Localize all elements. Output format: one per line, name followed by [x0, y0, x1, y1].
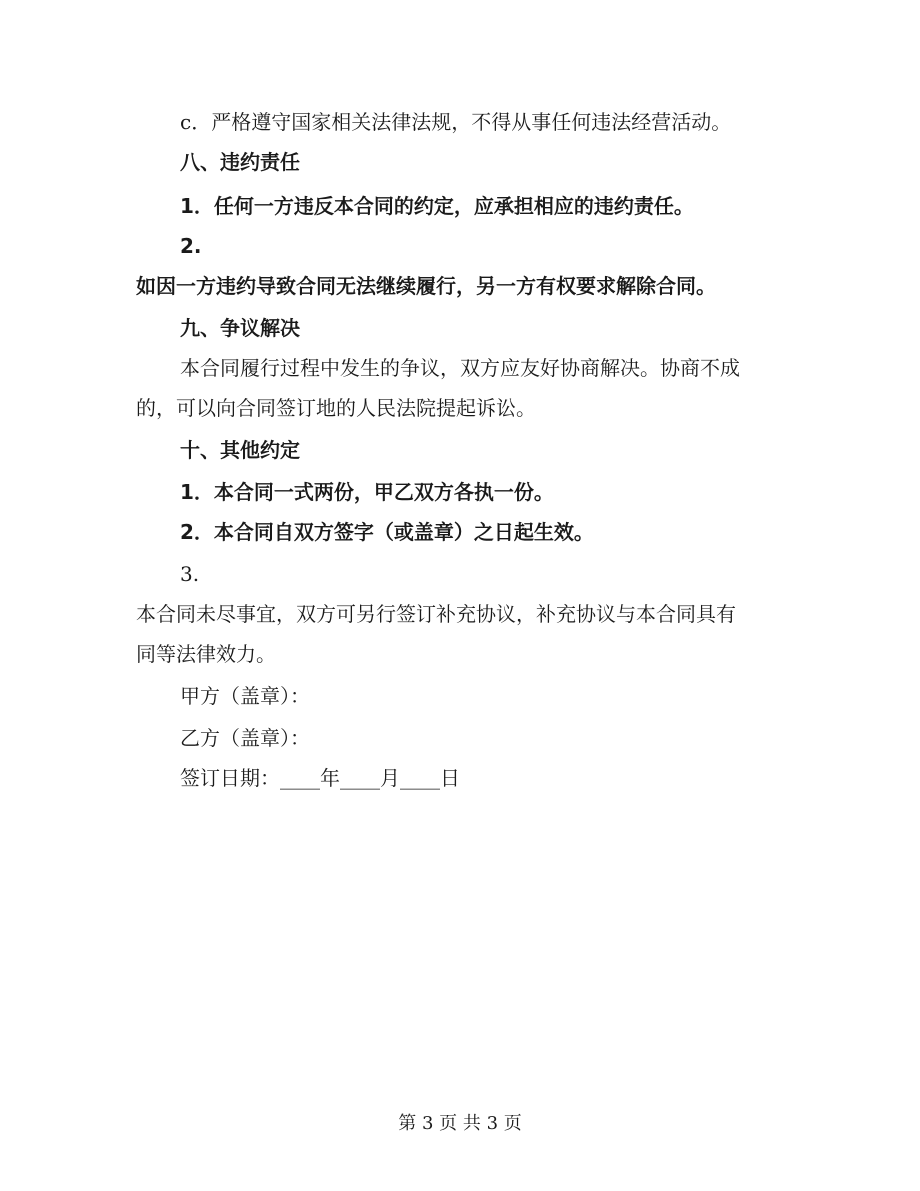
heading-other-terms: 十、其他约定 — [180, 438, 300, 462]
clause-8-2-text: 如因一方违约导致合同无法继续履行，另一方有权要求解除合同。 — [136, 274, 716, 298]
clause-10-3-line-2: 同等法律效力。 — [136, 642, 276, 666]
dispute-paragraph-line-1: 本合同履行过程中发生的争议，双方应友好协商解决。协商不成 — [180, 356, 740, 380]
clause-10-3-line-1: 本合同未尽事宜，双方可另行签订补充协议，补充协议与本合同具有 — [136, 602, 736, 626]
page-number: 第 3 页 共 3 页 — [398, 1113, 522, 1134]
clause-c: c．严格遵守国家相关法律法规，不得从事任何违法经营活动。 — [180, 110, 732, 134]
clause-10-1: 1．本合同一式两份，甲乙双方各执一份。 — [180, 480, 554, 504]
heading-dispute-resolution: 九、争议解决 — [180, 316, 300, 340]
dispute-paragraph-line-2: 的，可以向合同签订地的人民法院提起诉讼。 — [136, 396, 536, 420]
clause-8-2-number: 2. — [180, 234, 202, 258]
clause-8-1: 1．任何一方违反本合同的约定，应承担相应的违约责任。 — [180, 194, 694, 218]
party-b-seal: 乙方（盖章）： — [180, 726, 310, 750]
page-footer — [0, 1112, 920, 1136]
signing-date: 签订日期：____年____月____日 — [180, 766, 460, 790]
clause-10-2: 2．本合同自双方签字（或盖章）之日起生效。 — [180, 520, 594, 544]
clause-10-3-number: 3. — [180, 562, 200, 586]
party-a-seal: 甲方（盖章）： — [180, 684, 310, 708]
heading-breach-liability: 八、违约责任 — [180, 150, 300, 174]
